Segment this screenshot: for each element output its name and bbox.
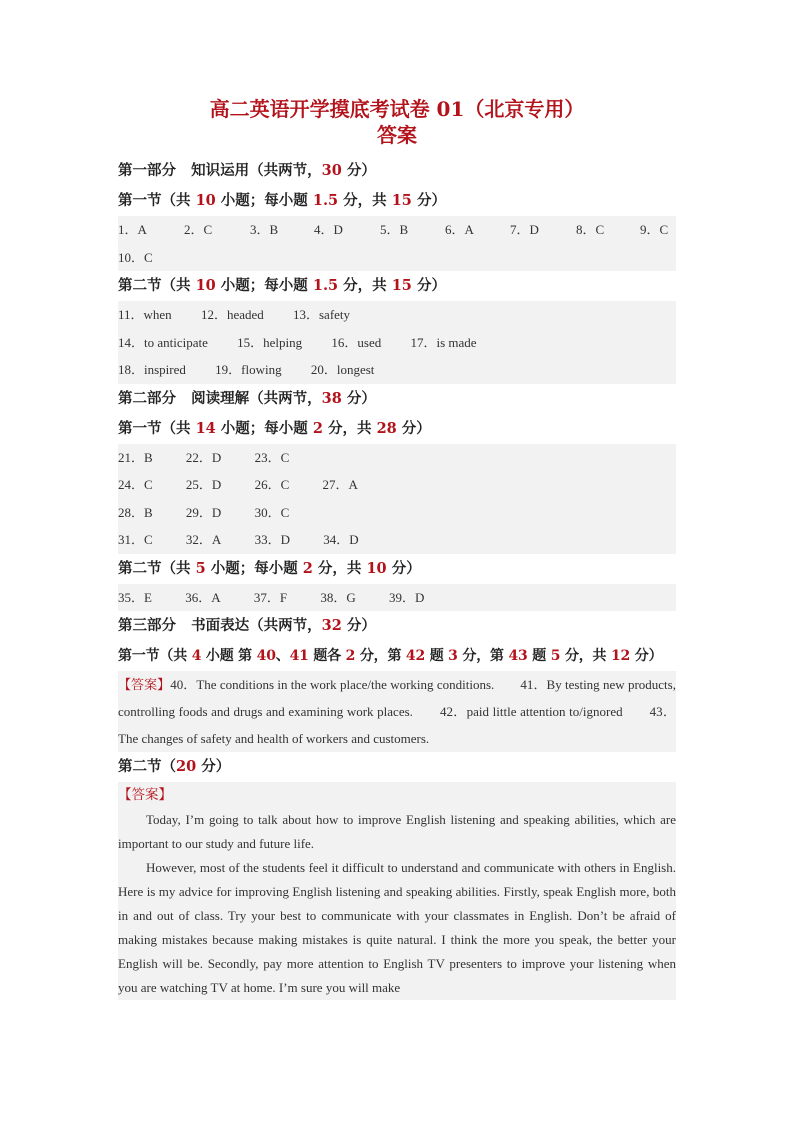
answer-item: 5．B [380, 222, 409, 237]
heading-number: 14 [195, 419, 216, 437]
answer-item: 37．F [253, 589, 288, 605]
heading-number: 10 [366, 559, 387, 577]
heading-number: 1.5 [312, 192, 339, 209]
heading-text: 分） [630, 648, 663, 664]
heading-text: 分） [411, 192, 446, 209]
heading-number: 1.5 [312, 277, 339, 294]
answer-item: 24．C [118, 477, 153, 492]
answer-item: 39．D [388, 589, 425, 605]
page-subtitle: 答案 [377, 123, 417, 147]
answer-item: 19．flowing [215, 362, 282, 377]
heading-number: 43 [508, 648, 528, 664]
answers-row [118, 444, 676, 472]
answer-item: 8．C [576, 222, 605, 237]
answer-item: 31．C [118, 532, 153, 547]
answer-item: 10．C [118, 249, 153, 265]
answer-item: 16．used [331, 334, 382, 350]
answer-item: 20．longest [310, 362, 375, 377]
essay-paragraph: Today, I’m going to talk about how to improve English listening and speaking abilities, which are important to our study and future life. [118, 812, 676, 851]
heading-text: 小题；每小题 [215, 277, 313, 294]
answer-item: 33．D [254, 532, 290, 547]
heading-text: 分） [196, 758, 231, 775]
answers-row [118, 356, 676, 384]
answer-item: 22．D [185, 449, 222, 465]
answer-tag: 【答案】 [118, 787, 172, 802]
heading-number: 4 [191, 648, 202, 664]
heading-number: 2 [345, 648, 356, 664]
heading-text: 小题 第 [201, 648, 257, 664]
heading-text: 小题；每小题 [215, 419, 313, 437]
answer-item: 14．to anticipate [118, 334, 208, 350]
heading-text: 小题；每小题 [215, 192, 313, 209]
answer-item: 2．C [184, 222, 213, 237]
heading-number: 28 [376, 419, 397, 437]
answer-item: 23．C [254, 449, 290, 465]
part1-heading: 第一部分 知识运用（共两节，30 分） [118, 162, 376, 179]
answer-item: 28．B [118, 504, 153, 520]
answer-item: 34．D [323, 532, 359, 547]
heading-text: 分，共 [560, 648, 612, 664]
answer-item: 18．inspired [118, 362, 186, 377]
answer-sheet [118, 96, 676, 1000]
heading-number: 3 [448, 648, 458, 664]
part2-section2-heading [118, 554, 676, 584]
answer-item: 38．G [320, 589, 356, 605]
heading-number: 2 [302, 559, 313, 577]
heading-text: 第二节（共 [118, 559, 196, 577]
heading-text: 分，第 [457, 648, 509, 664]
part3-section1-heading [118, 641, 676, 671]
answer-item: 4．D [314, 222, 343, 237]
heading-number: 2 [312, 419, 323, 437]
heading-text: 第一节（共 [118, 648, 192, 664]
heading-text: 分，共 [338, 277, 392, 294]
answers-row [118, 329, 676, 357]
heading-number: 41 [289, 648, 309, 664]
heading-text: 题 [425, 648, 449, 664]
heading-text: 、 [275, 648, 290, 664]
answer-item: 36．A [185, 589, 221, 605]
answers-row-1-9 [118, 216, 676, 244]
heading-text: 分） [396, 419, 431, 437]
part2-section1-heading [118, 414, 676, 444]
answer-item: 3．B [250, 222, 279, 237]
heading-text: 小题；每小题 [205, 559, 303, 577]
answer-item: 35．E [118, 589, 152, 605]
answer-item: 26．C [254, 477, 290, 492]
answer-item: 7．D [510, 222, 539, 237]
answers-row [118, 471, 676, 499]
heading-text: 分） [411, 277, 446, 294]
heading-text: 第一节（共 [118, 419, 196, 437]
part3-heading: 第三部分 书面表达（共两节，32 分） [118, 617, 376, 634]
answer-item: 12．headed [200, 307, 264, 322]
heading-number: 15 [391, 192, 412, 209]
answer-item: 15．helping [237, 334, 303, 350]
heading-text: 分） [386, 559, 421, 577]
heading-number: 10 [195, 192, 216, 209]
answers-row-10 [118, 244, 676, 272]
answer-item: 32．A [185, 532, 222, 547]
answers-row [118, 584, 676, 612]
heading-text: 分，共 [312, 559, 367, 577]
answer-item: 27．A [322, 477, 358, 492]
part1-section1-heading [118, 186, 676, 216]
heading-number: 10 [195, 277, 216, 294]
answers-row [118, 301, 676, 329]
heading-number: 5 [195, 559, 206, 577]
answer-item: 9．C [640, 222, 669, 237]
heading-text: 分，共 [338, 192, 392, 209]
answer-item: 6．A [445, 222, 474, 237]
heading-number: 5 [550, 648, 561, 664]
essay-block [118, 782, 676, 1000]
short-answer-text: 40．The conditions in the work place/the working conditions. 41．By testing new products, controlling foods and drugs and examining work places. 42．paid little attention to/ignored 43．The changes of safety and health of workers and customers. [118, 677, 676, 746]
heading-text: 第一节（共 [118, 192, 196, 209]
heading-number: 42 [405, 648, 426, 664]
part1-section2-heading [118, 271, 676, 301]
heading-text: 第二节（ [118, 758, 176, 775]
essay-paragraph: However, most of the students feel it difficult to understand and communicate with others in English. Here is my advice for improving English listening and speaking abilities. Firstly, speak English more, both in and out of class. Try your best to communicate with your classmates in English. Don’t be afraid of making mistakes because making mistakes is quite natural. I think the more you speak, the better your English will be. Secondly, pay more attention to English TV presenters to improve your listening when you are watching TV at home. I’m sure you will make [118, 860, 676, 995]
heading-number: 12 [611, 648, 631, 664]
heading-number: 20 [176, 758, 197, 775]
heading-number: 40 [256, 648, 276, 664]
answer-item: 11．when [118, 307, 172, 322]
heading-text: 分，共 [322, 419, 377, 437]
heading-number: 15 [391, 277, 412, 294]
answer-item: 29．D [185, 504, 222, 520]
page-title: 高二英语开学摸底考试卷 01（北京专用） [209, 97, 585, 121]
answer-item: 13．safety [293, 307, 351, 322]
answer-item: 25．D [185, 477, 222, 492]
answers-row [118, 499, 676, 527]
part2-heading: 第二部分 阅读理解（共两节，38 分） [118, 389, 376, 407]
answer-item: 30．C [254, 504, 290, 520]
part3-section2-heading [118, 752, 676, 782]
heading-text: 分，第 [355, 648, 406, 664]
answer-item: 21．B [118, 449, 153, 465]
answers-row [118, 526, 676, 554]
answer-item: 17．is made [410, 334, 477, 350]
heading-text: 第二节（共 [118, 277, 196, 294]
answer-item: 1．A [118, 222, 147, 237]
heading-text: 题 [527, 648, 551, 664]
heading-text: 题各 [308, 648, 346, 664]
short-answer-block [118, 671, 676, 752]
answer-tag: 【答案】 [118, 677, 171, 692]
